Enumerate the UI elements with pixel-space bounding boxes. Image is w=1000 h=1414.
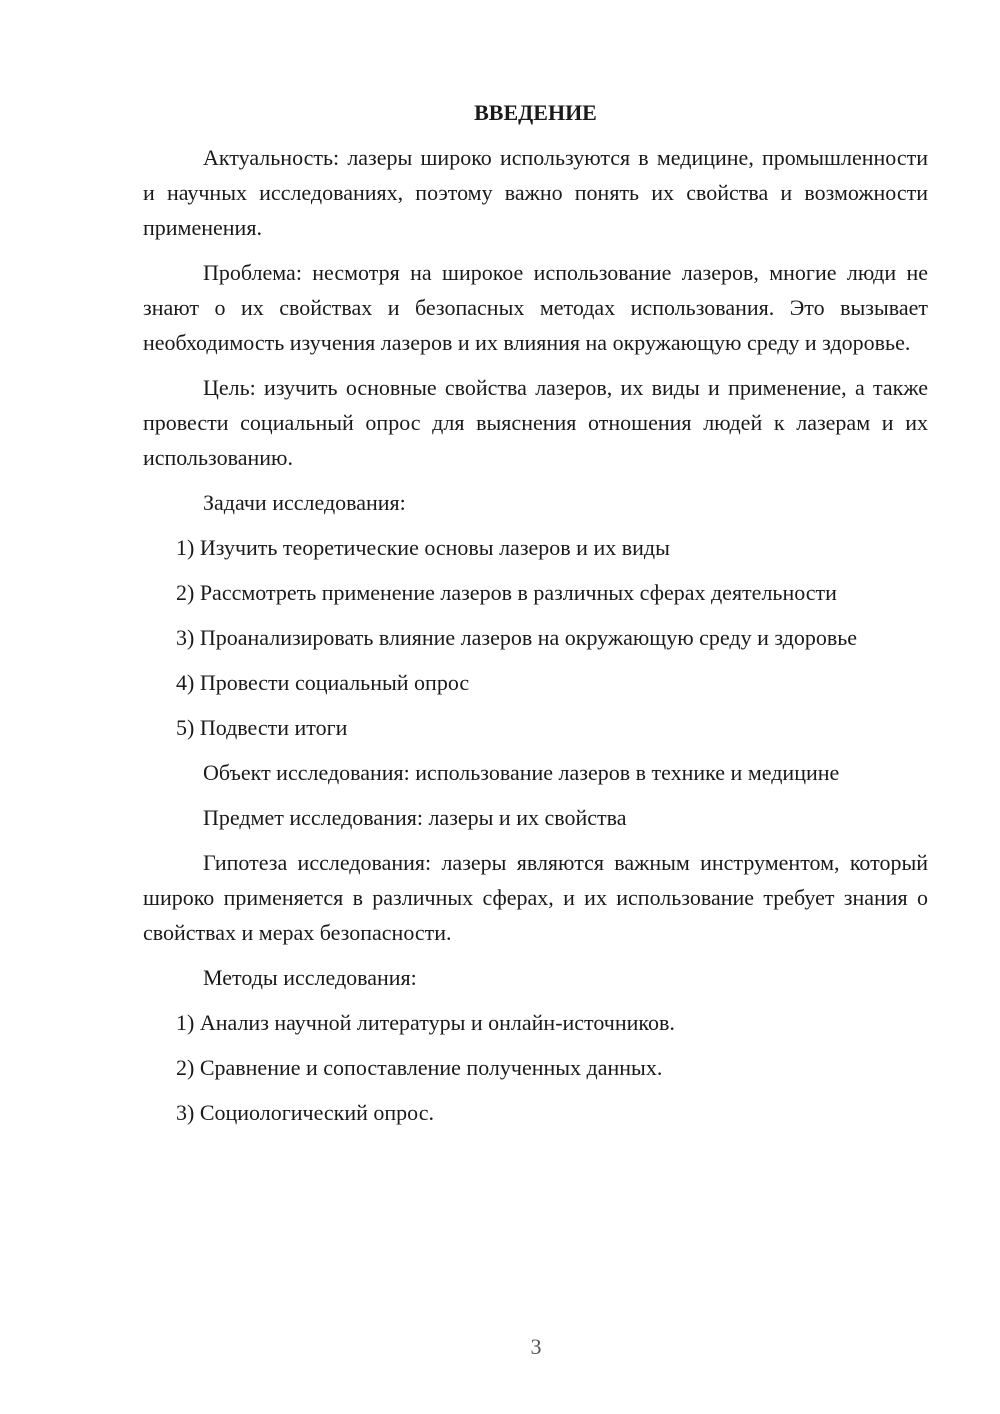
method-item: 3) Социологический опрос.	[176, 1100, 434, 1125]
relevance-paragraph: Актуальность: лазеры широко используются в медицине, промышленности и научных исследованиях, поэтому важно понять их свойства и возможности применения.	[143, 145, 928, 240]
task-item: 4) Провести социальный опрос	[176, 670, 470, 695]
task-item: 2) Рассмотреть применение лазеров в различных сферах деятельности	[176, 580, 837, 605]
tasks-heading: Задачи исследования:	[203, 490, 406, 515]
methods-heading: Методы исследования:	[203, 965, 417, 990]
method-item: 2) Сравнение и сопоставление полученных данных.	[176, 1055, 663, 1080]
method-item: 1) Анализ научной литературы и онлайн-источников.	[176, 1010, 675, 1035]
task-item: 5) Подвести итоги	[176, 715, 348, 740]
task-item: 3) Проанализировать влияние лазеров на окружающую среду и здоровье	[176, 625, 858, 650]
document-body	[143, 95, 928, 1140]
task-item: 1) Изучить теоретические основы лазеров и их виды	[176, 535, 670, 560]
hypothesis-paragraph: Гипотеза исследования: лазеры являются важным инструментом, который широко применяется в различных сферах, и их использование требует знания о свойствах и мерах безопасности.	[143, 850, 928, 945]
page-number: 3	[530, 1334, 542, 1359]
section-title: ВВЕДЕНИЕ	[474, 100, 597, 125]
goal-paragraph: Цель: изучить основные свойства лазеров, их виды и применение, а также провести социальный опрос для выяснения отношения людей к лазерам и их использованию.	[143, 375, 928, 470]
problem-paragraph: Проблема: несмотря на широкое использование лазеров, многие люди не знают о их свойствах и безопасных методах использования. Это вызывает необходимость изучения лазеров и их влияния на окружающую среду и здоровье.	[143, 260, 928, 355]
object-paragraph: Объект исследования: использование лазеров в технике и медицине	[203, 760, 840, 785]
subject-paragraph: Предмет исследования: лазеры и их свойства	[203, 805, 627, 830]
